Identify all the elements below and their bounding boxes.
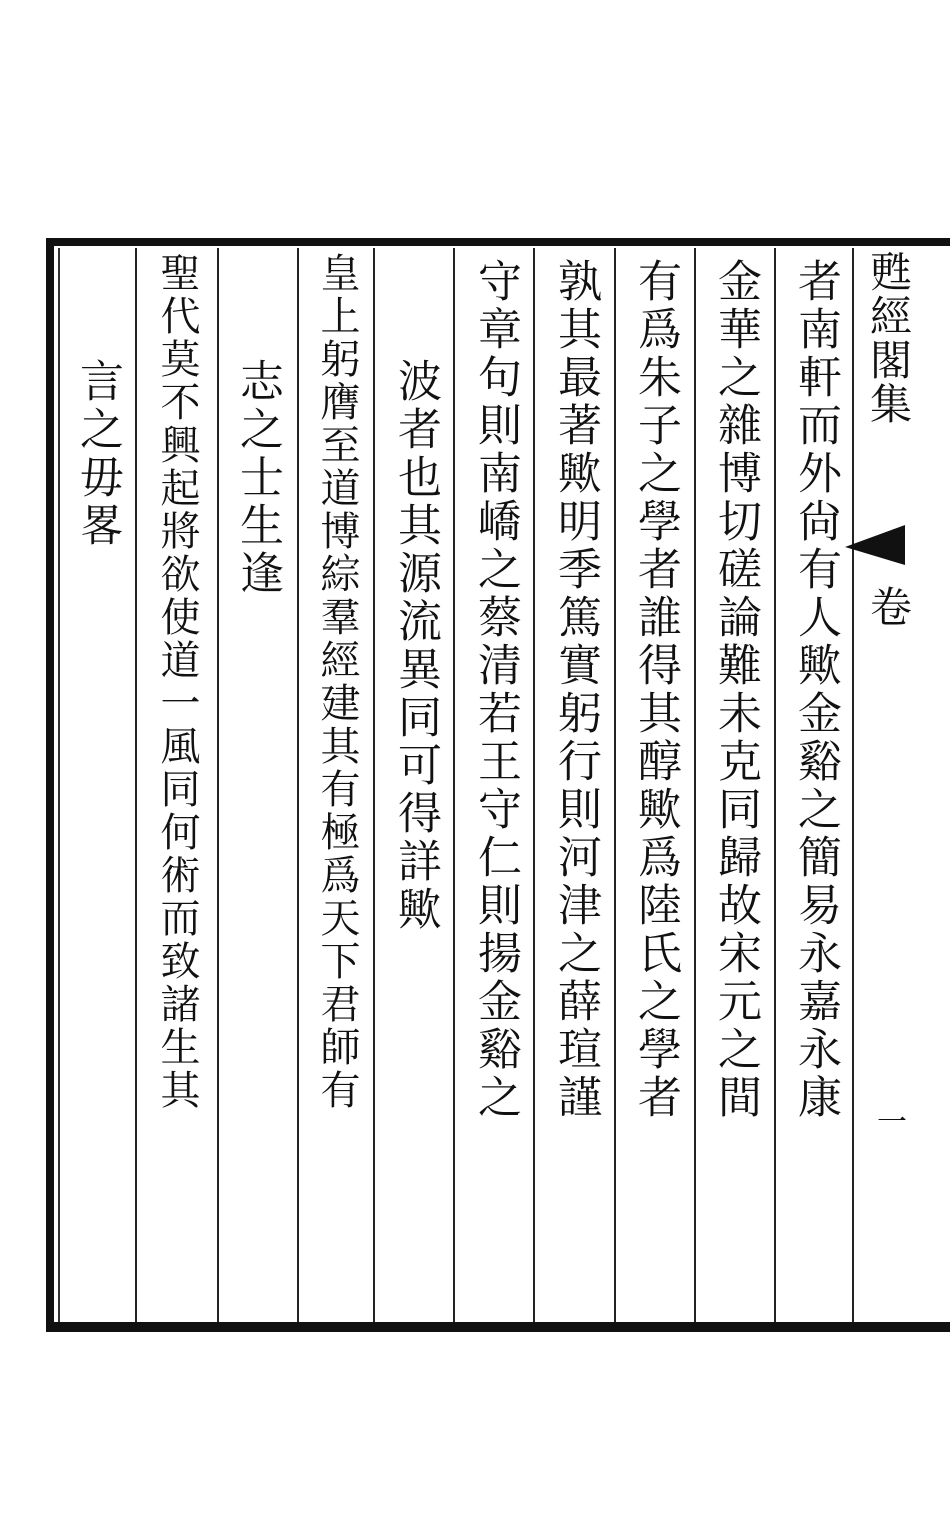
column-rule <box>453 248 455 1322</box>
text-column-6: 波者也其源流異同可得詳歟 <box>390 358 441 934</box>
frame-top-border <box>46 238 950 246</box>
column-rule <box>533 248 535 1322</box>
text-column-4: 孰其最著歟明季篤實躬行則河津之薛瑄謹 <box>550 258 601 1122</box>
column-rule <box>614 248 616 1322</box>
text-column-8: 志之士生逢 <box>232 358 283 598</box>
frame-inner-left-line <box>58 248 60 1322</box>
margin-volume <box>858 585 918 665</box>
volume-label: 卷 <box>864 585 913 629</box>
text-column-7: 皇上躬膺至道博綜羣經建其有極爲天下君師有 <box>314 252 360 1112</box>
text-column-5: 守章句則南嶠之蔡清若王守仁則揚金谿之 <box>470 258 521 1122</box>
column-rule <box>297 248 299 1322</box>
frame-bottom-border <box>46 1322 950 1332</box>
frame-left-border <box>46 238 54 1332</box>
leaf-number: 一 <box>877 1105 907 1140</box>
column-rule <box>852 248 854 1322</box>
text-column-10: 言之毋畧 <box>72 358 123 550</box>
column-rule <box>217 248 219 1322</box>
column-rule <box>774 248 776 1322</box>
text-column-9: 聖代莫不興起將欲使道一風同何術而致諸生其 <box>154 252 200 1112</box>
fish-tail-icon <box>845 525 905 565</box>
column-rule <box>373 248 375 1322</box>
text-column-2: 金華之雜博切磋論難未克同歸故宋元之間 <box>710 258 761 1122</box>
text-column-1: 者南軒而外尙有人歟金谿之簡易永嘉永康 <box>790 258 841 1122</box>
text-column-3: 有爲朱子之學者誰得其醇歟爲陸氏之學者 <box>630 258 681 1122</box>
column-rule <box>135 248 137 1322</box>
column-rule <box>694 248 696 1322</box>
book-title: 甦經閣集 <box>864 250 913 426</box>
